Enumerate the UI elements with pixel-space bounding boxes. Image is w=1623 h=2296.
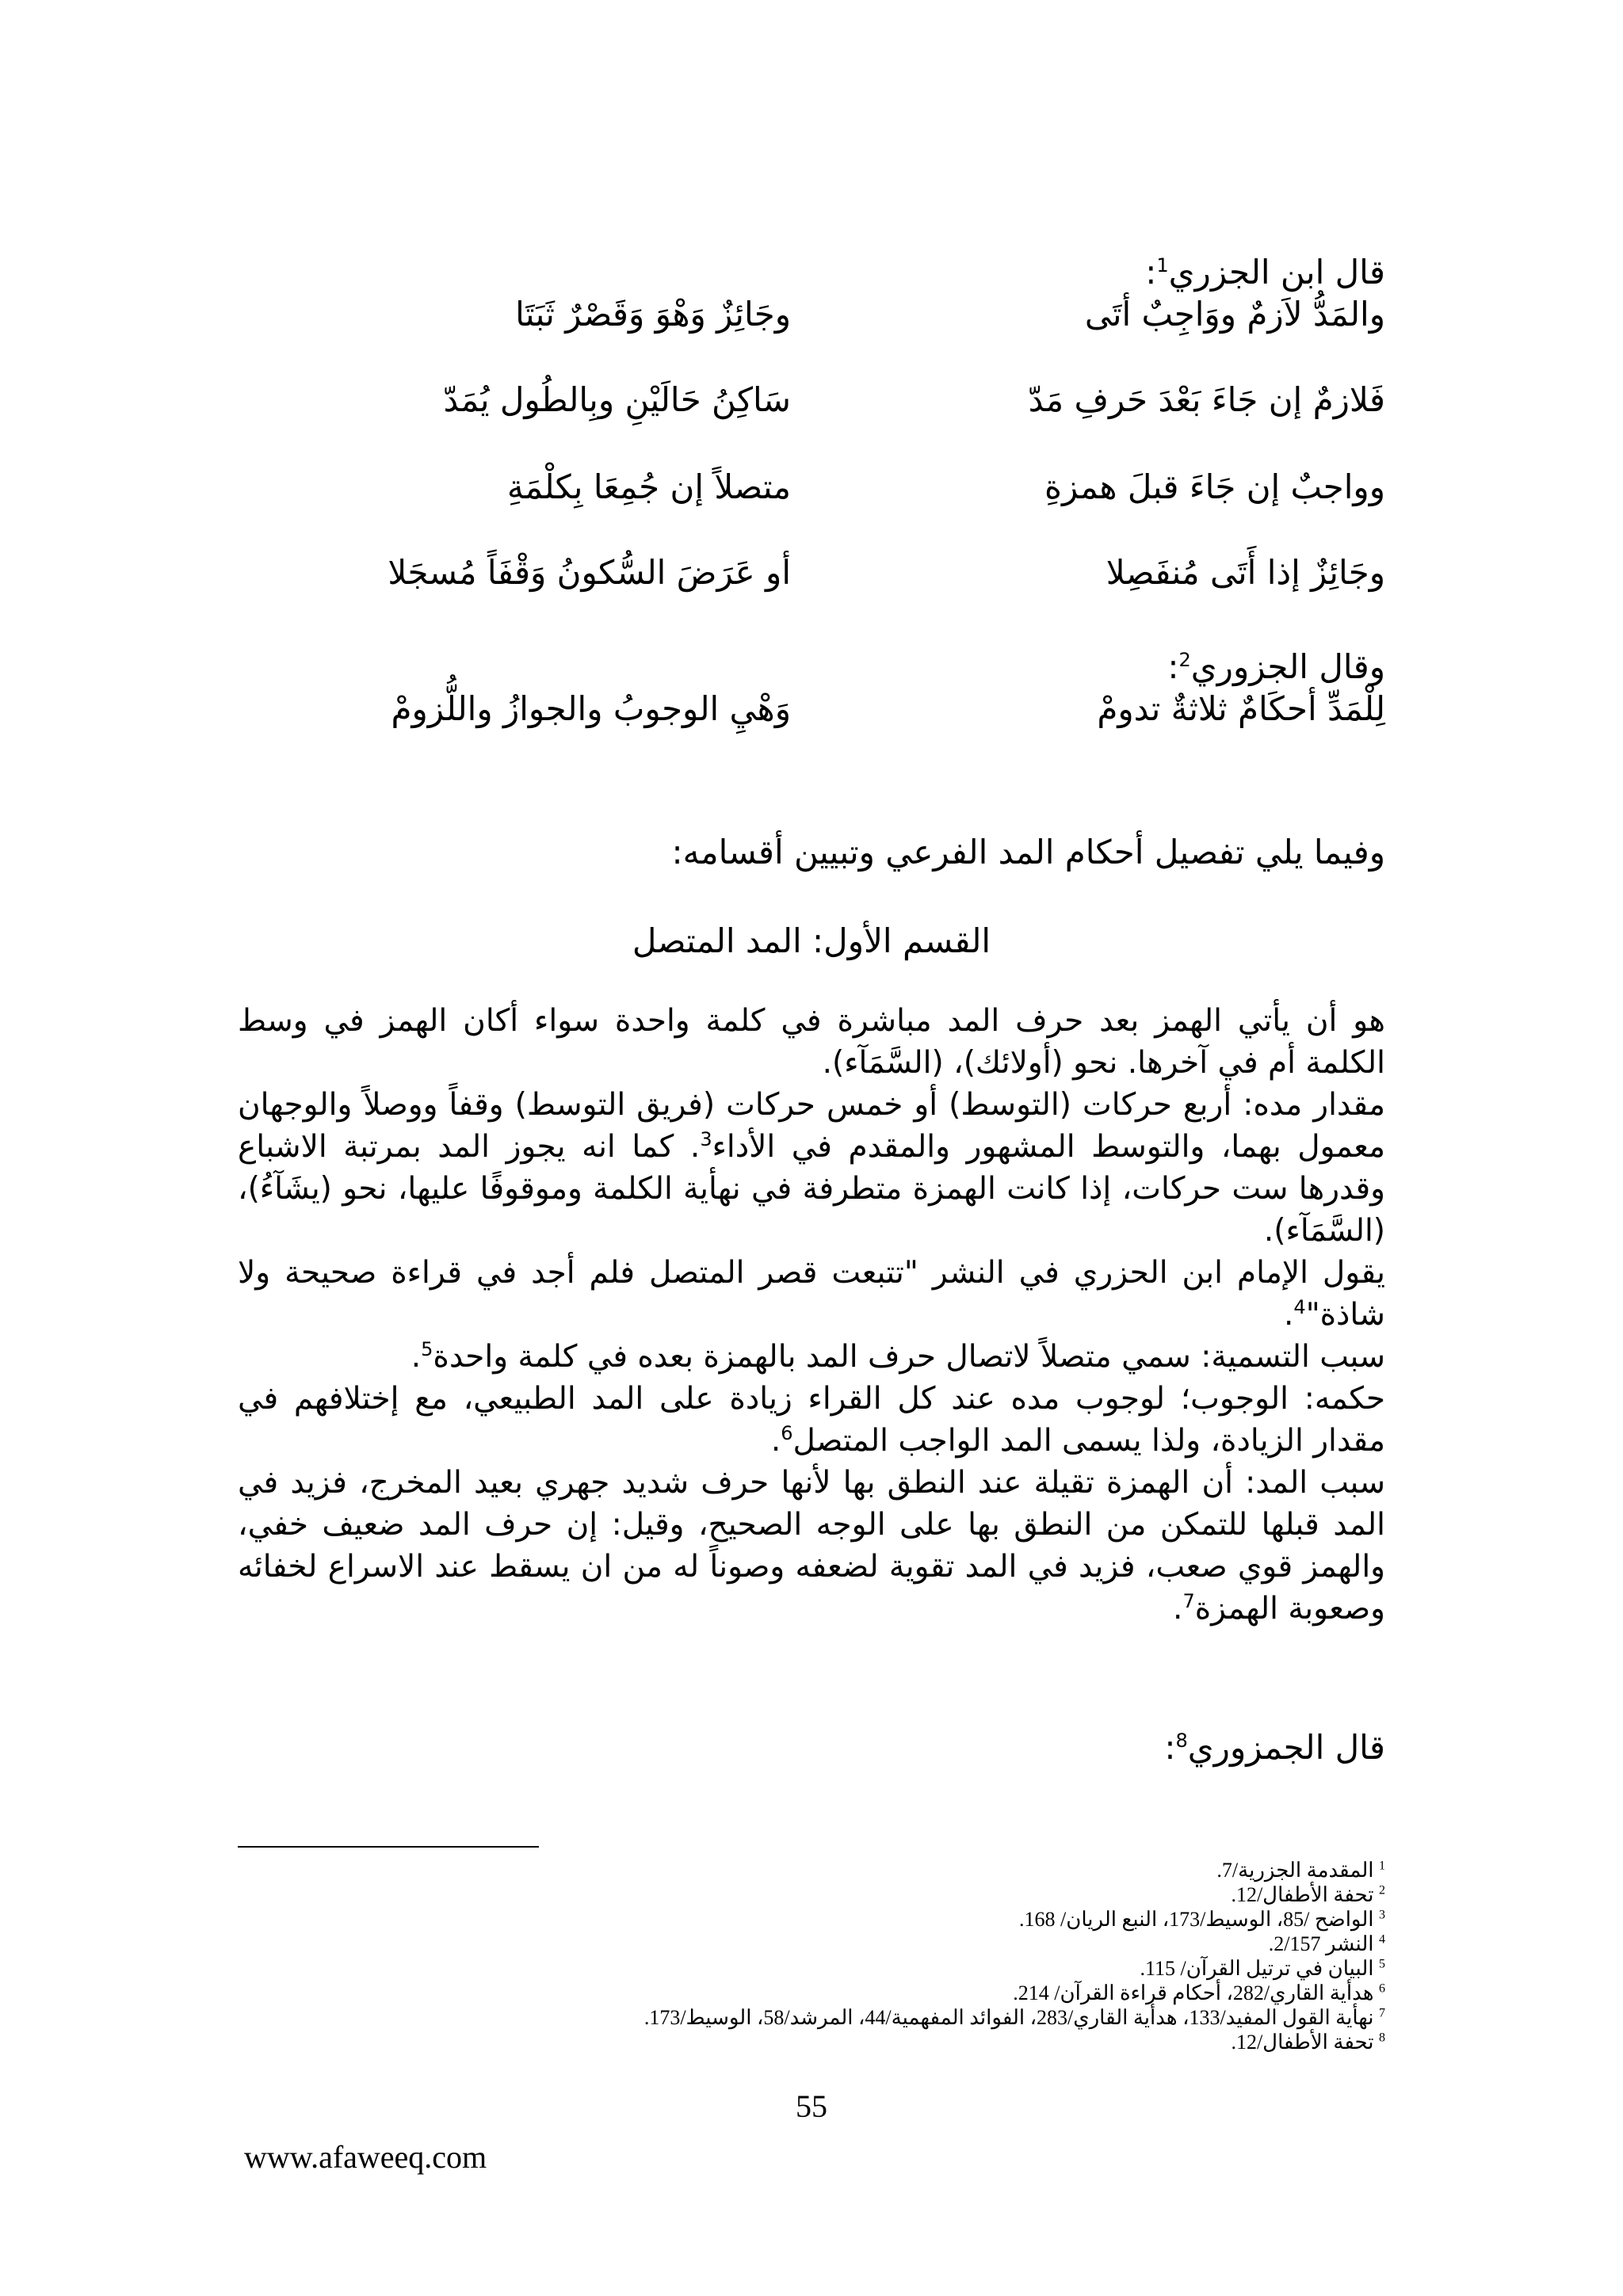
footnote-text: نهأية القول المفيد/133، هدأية القاري/283، الفوائد المفهمية/44، المرشد/58، الوسيط/173. bbox=[643, 2006, 1374, 2029]
amount-label: مقدار مده: bbox=[1243, 1087, 1385, 1123]
ruling-paragraph bbox=[238, 1378, 1385, 1462]
intro-line: وفيما يلي تفصيل أحكام المد الفرعي وتبيين أقسامه: bbox=[671, 833, 1385, 871]
poem2-verse-1 bbox=[238, 681, 1385, 737]
website-url[interactable]: www.afaweeq.com bbox=[244, 2139, 487, 2175]
ruling-text: الوجوب؛ لوجوب مده عند كل القراء زيادة على المد الطبيعي، مع إختلافهم في مقدار الزيادة، ولذا يسمى المد الواجب المتصل bbox=[238, 1381, 1385, 1459]
footnote-ref-7: 7 bbox=[1182, 1590, 1195, 1612]
footnote-number: 6 bbox=[1379, 1981, 1385, 1996]
poem1-verse-3 bbox=[238, 460, 1385, 515]
verse-first-hemistich: وجَائِزٌ إذا أَتَى مُنفَصِلا bbox=[1106, 553, 1385, 592]
verse-second-hemistich: سَاكِنُ حَالَيْنِ وبِالطُول يُمَدّ bbox=[443, 380, 791, 419]
footnote-number: 4 bbox=[1379, 1932, 1385, 1947]
footnotes bbox=[238, 1858, 1385, 2054]
amount-paragraph bbox=[238, 1084, 1385, 1252]
footnote-8 bbox=[238, 2030, 1385, 2054]
naming-label: سبب التسمية: bbox=[1201, 1339, 1385, 1375]
footnote-7 bbox=[238, 2005, 1385, 2030]
closing-heading-text: قال الجمزوري bbox=[1187, 1728, 1385, 1767]
footnote-text: النشر 2/157. bbox=[1268, 1932, 1374, 1955]
footnote-ref-5: 5 bbox=[421, 1338, 433, 1360]
footnote-ref-2: 2 bbox=[1178, 649, 1191, 671]
footnote-separator bbox=[238, 1846, 539, 1848]
verse-second-hemistich: وَهْيِ الوجوبُ والجوازُ واللُّزومْ bbox=[391, 689, 791, 728]
naming-end: . bbox=[411, 1339, 422, 1375]
footnote-text: هدأية القاري/282، أحكام قراءة القرآن/ 214. bbox=[1013, 1981, 1374, 2004]
closing-heading-colon: : bbox=[1164, 1728, 1176, 1767]
section-title: القسم الأول: المد المتصل bbox=[632, 921, 991, 960]
footnote-ref-1: 1 bbox=[1156, 254, 1169, 277]
naming-paragraph bbox=[238, 1336, 1385, 1378]
footnote-ref-4: 4 bbox=[1293, 1296, 1306, 1318]
footnote-ref-3: 3 bbox=[700, 1128, 712, 1150]
poem2-heading-text: وقال الجزوري bbox=[1190, 647, 1385, 686]
verse-first-hemistich: وواجبٌ إن جَاءَ قبلَ همزةِ bbox=[1044, 467, 1385, 506]
cause-label: سبب المد: bbox=[1245, 1465, 1386, 1501]
footnote-6 bbox=[238, 1981, 1385, 2005]
footnote-ref-6: 6 bbox=[781, 1422, 793, 1444]
ruling-end: . bbox=[770, 1423, 781, 1459]
verse-first-hemistich: والمَدُّ لاَزمٌ ووَاجِبٌ أتَى bbox=[1084, 295, 1385, 334]
verse-second-hemistich: وجَائِزٌ وَهْوَ وَقَصْرٌ ثَبَتَا bbox=[515, 295, 791, 334]
footnote-5 bbox=[238, 1956, 1385, 1981]
poem1-verse-4 bbox=[238, 545, 1385, 601]
amount-text-1: أربع حركات (التوسط) أو خمس حركات (فريق التوسط) وقفاً ووصلاً والوجهان معمول بهما، والتوسط المشهور والمقدم في الأداء bbox=[238, 1087, 1385, 1165]
poem1-verse-2 bbox=[238, 372, 1385, 428]
quote-end: . bbox=[1284, 1297, 1294, 1333]
closing-heading bbox=[1164, 1727, 1385, 1768]
quote-text: يقول الإمام ابن الحزري في النشر "تتبعت قصر المتصل فلم أجد في قراءة صحيحة ولا شاذة" bbox=[238, 1255, 1385, 1333]
footnote-number: 5 bbox=[1379, 1957, 1385, 1971]
verse-first-hemistich: فَلازمٌ إن جَاءَ بَعْدَ حَرفِ مَدّ bbox=[1028, 380, 1385, 419]
cause-paragraph bbox=[238, 1462, 1385, 1630]
footnote-number: 2 bbox=[1379, 1883, 1385, 1897]
quote-paragraph bbox=[238, 1252, 1385, 1336]
poem2-heading-colon: : bbox=[1167, 647, 1179, 686]
footnote-1 bbox=[238, 1858, 1385, 1882]
footnote-text: البيان في ترتيل القرآن/ 115. bbox=[1140, 1957, 1374, 1980]
footnote-text: تحفة الأطفال/12. bbox=[1231, 2031, 1374, 2054]
ruling-label: حكمه: bbox=[1304, 1381, 1385, 1417]
verse-second-hemistich: أو عَرَضَ السُّكونُ وَقْفَاً مُسجَلا bbox=[388, 553, 791, 592]
footnote-2 bbox=[238, 1882, 1385, 1907]
footnote-text: المقدمة الجزرية/7. bbox=[1216, 1859, 1374, 1882]
poem1-heading-text: قال ابن الجزري bbox=[1168, 253, 1385, 292]
footnote-4 bbox=[238, 1932, 1385, 1956]
footnote-3 bbox=[238, 1907, 1385, 1932]
footnote-text: تحفة الأطفال/12. bbox=[1231, 1883, 1374, 1906]
footnote-number: 7 bbox=[1379, 2006, 1385, 2020]
footnote-ref-8: 8 bbox=[1175, 1730, 1188, 1752]
page-number: 55 bbox=[796, 2088, 827, 2124]
verse-first-hemistich: لِلْمَدِّ أحكَامٌ ثلاثةٌ تدومْ bbox=[1097, 689, 1385, 728]
verse-second-hemistich: متصلاً إن جُمِعَا بِكلْمَةِ bbox=[506, 467, 791, 506]
footnote-number: 1 bbox=[1379, 1859, 1385, 1873]
amount-text-2: . كما انه يجوز المد بمرتبة الاشباع وقدرها ست حركات، إذا كانت الهمزة متطرفة في نهأية الكلمة وموقوفًا عليها، نحو (يشَآءُ)، (السَّمَآء). bbox=[238, 1129, 1385, 1249]
section-body bbox=[238, 1000, 1385, 1630]
footnote-text: الواضح /85، الوسيط/173، النبع الريان/ 168. bbox=[1019, 1908, 1374, 1931]
cause-end: . bbox=[1173, 1591, 1183, 1627]
poem1-verse-1 bbox=[238, 287, 1385, 342]
poem1-heading-colon: : bbox=[1145, 253, 1157, 292]
definition-paragraph: هو أن يأتي الهمز بعد حرف المد مباشرة في كلمة واحدة سواء أكان الهمز في وسط الكلمة أم في آخرها. نحو (أولائك)، (السَّمَآء). bbox=[238, 1003, 1385, 1081]
footnote-number: 8 bbox=[1379, 2031, 1385, 2045]
footnote-number: 3 bbox=[1379, 1908, 1385, 1922]
cause-text: أن الهمزة تقيلة عند النطق بها لأنها حرف شديد جهري بعيد المخرج، فزيد في المد قبلها للتمكن من النطق بها على الوجه الصحيح، وقيل: إن حرف المد ضعيف خفي، والهمز قوي صعب، فزيد في المد تقوية لضعفه وصوناً له من ان يسقط عند الاسراع لخفائه وصعوبة الهمزة bbox=[238, 1465, 1385, 1627]
naming-text: سمي متصلاً لاتصال حرف المد بالهمزة بعده في كلمة واحدة bbox=[433, 1339, 1201, 1375]
